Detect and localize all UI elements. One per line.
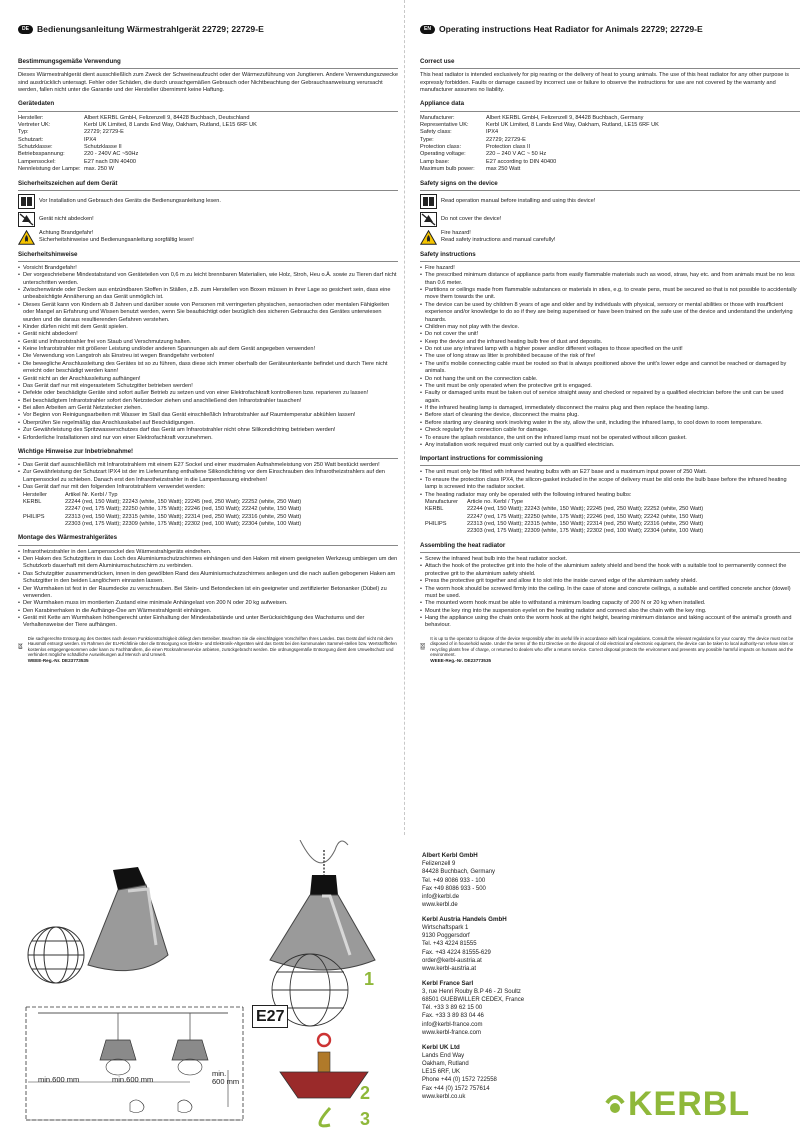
list-item: • Dieses Gerät kann von Kindern ab 8 Jahren und darüber sowie von Personen mit verringerten physischen, sensorischen oder mentalen Fähigkeiten oder Mangel an Erfahrung und Wissen benutzt werden, wenn Sie beaufsichtigt oder bezüglich des sicheren Gebrauchs des Gerätes unterwiesen wurden und die daraus resultierenden Gefahren verstehen. — [18, 302, 398, 324]
address-line: Tel. +49 8086 933 - 100 — [422, 877, 486, 884]
list-item: • The unit must only be fitted with infrared heating bulbs with an E27 base and a maximum input power of 250 Watt. — [420, 469, 800, 476]
list-item: • Die bewegliche Anschlussleitung des Gerätes ist so zu führen, dass diese sich immer oberhalb der Geräteunterkante befindet und durch Tiere nicht erreicht oder beschädigt werden kann! — [18, 361, 398, 376]
commissioning-list — [420, 469, 800, 499]
list-item: • Bei beschädigtem Infrarotstrahler sofort den Netzstecker ziehen und anschließend den Infrarotstrahler tauschen! — [18, 398, 398, 405]
list-item: • Defekte oder beschädigte Geräte sind sofort außer Betrieb zu setzen und von einer Elektrofachkraft kontrollieren bzw. reparieren zu lassen! — [18, 390, 398, 397]
data-key: Lampensockel: — [18, 158, 56, 165]
address-line: Tel. +43 4224 81555 — [422, 941, 477, 948]
list-item: • Hang the appliance using the chain onto the worm hook at the right height, bearing minimum distance and taking account of the animal's growth and behaviour. — [420, 615, 800, 630]
list-item: • Zur Gewährleistung des Spritzwasserschutzes darf das Gerät am Infrarotstrahler nicht ohne Silikondichtring betrieben werden! — [18, 427, 398, 434]
list-item: • The heating radiator may only be operated with the following infrared heating bulbs: — [420, 492, 800, 499]
section-commissioning — [18, 448, 398, 529]
list-item: • Faulty or damaged units must be taken out of service straight away and checked or repaired by a qualified electrician before the unit can be used again. — [420, 390, 800, 405]
data-key: Manufacturer: — [420, 114, 455, 121]
weee-reg-number: WEEE-Reg.-Nr. DE23773535 — [27, 657, 89, 663]
section-title: Sicherheitshinweise — [18, 251, 398, 262]
title-en — [420, 24, 703, 35]
address-line: Lands End Way — [422, 1053, 465, 1060]
data-value: IPX4 — [486, 129, 499, 136]
section-purpose — [18, 58, 398, 94]
data-key: Operating voltage: — [420, 151, 466, 158]
sign-text: Achtung Brandgefahr! Sicherheitshinweise und Bedienungsanleitung sorgfältig lesen! — [39, 229, 194, 244]
data-value: Kerbl UK Limited, 8 Lands End Way, Oakham, Rutland, LE15 6RF UK — [84, 121, 257, 128]
section-safety-instructions — [420, 251, 800, 450]
model-article-line: 22247 (red, 175 Watt); 22250 (white, 175 Watt); 22246 (red, 150 Watt); 22242 (white, 150 Watt) — [467, 513, 704, 520]
list-item: • Zwischenwände oder Decken aus entzündbaren Stoffen in Ställen, z.B. zum Herstellen von Boxen müssen in ihrer Lage so gesichert sein, dass eine unbeabsichtigte Annäherung an das Gerät unmöglich ist. — [18, 287, 398, 302]
list-item: • If the infrared heating lamp is damaged, immediately disconnect the mains plug and then replace the heating lamp. — [420, 405, 800, 412]
address-block — [422, 916, 582, 973]
data-value: Kerbl UK Limited, 8 Lands End Way, Oakham, Rutland, LE15 6RF UK — [486, 121, 659, 128]
data-key: Maximum bulb power: — [420, 166, 475, 173]
data-key: Vertreter UK: — [18, 121, 51, 128]
address-line: Fax. +33 3 89 83 04 46 — [422, 1013, 484, 1020]
section-assembly — [420, 542, 800, 630]
model-article-line: 22303 (red, 175 Watt); 22309 (white, 175 Watt); 22302 (red, 100 Watt); 22304 (white, 100 Watt) — [65, 521, 302, 528]
purpose-text: Dieses Wärmestrahlgerät dient ausschließlich zum Zweck der Schweineaufzucht oder der Wärmezuführung von Jungtieren. Andere Verwendungszwecke sind ausdrücklich untersagt. Fehler oder Schäden, die durch unsachgemäßen Gebrauch oder Nichtbeachtung der Gebrauchsanweisung verursacht werden, fallen nicht unter die Garantie und der Hersteller übernimmt keine Haftung. — [18, 72, 398, 93]
model-article-line: 22313 (red, 150 Watt); 22315 (white, 150 Watt); 22314 (red, 250 Watt); 22316 (white, 250 Watt) — [65, 513, 302, 520]
model-article-line: 22244 (red, 150 Watt); 22243 (white, 150 Watt); 22245 (red, 250 Watt); 22252 (white, 250 Watt) — [467, 506, 704, 513]
distance-label-1: min.600 mm — [38, 1075, 80, 1084]
step-1-label: 1 — [364, 969, 375, 989]
address-line: 9130 Poggersdorf — [422, 933, 470, 940]
data-key: Representative UK: — [420, 121, 469, 128]
models-header-article: Article no. Kerbl / Type — [467, 498, 524, 505]
company-addresses — [422, 852, 582, 1108]
address-line: Oakham, Rutland — [422, 1061, 469, 1068]
commissioning-list — [18, 462, 398, 492]
section-safety-signs — [18, 180, 398, 245]
list-item: • Do not hang the unit on the connection cable. — [420, 376, 800, 383]
section-device-data — [18, 100, 398, 173]
weee-notice — [18, 636, 398, 664]
section-title: Gerätedaten — [18, 100, 398, 111]
section-title: Sicherheitszeichen auf dem Gerät — [18, 180, 398, 191]
model-articles — [65, 514, 398, 529]
read-manual-icon — [420, 194, 437, 209]
sign-text: Vor Installation und Gebrauch des Geräts die Bedienungsanleitung lesen. — [39, 197, 221, 204]
list-item: • Zur Gewährleistung der Schutzart IPX4 ist der im Lieferumfang enthaltene Silikondichtring vor dem Einschrauben des Infrarotheizstrahlers auf den Lampensockel zu schieben. Danach erst den Infrarotheizstrahler in die Lampenfassung eindrehen! — [18, 469, 398, 484]
weee-text: Die sachgerechte Entsorgung des Gerätes nach dessen Funktionstüchtigkeit obliegt dem Betreiber. Beachten Sie die einschlägigen Vorschriften Ihres Landes. Das Gerät darf nicht mit dem Hausmüll entsorgt werden. Im Rahmen der EU-Richtlinie über die Entsorgung von Elektro- und Elektronik-Altgeräten wird das Gerät bei den kommunalen Sammel-stellen bzw. Wertstoffhöfen kostenlos entgegengenommen oder kann zu Fachhändlern, die einen Rücknahmeservice anbieten, zurückgebracht werden. Die ordnungsgemäße Entsorgung dient dem Umweltschutz und verhindert mögliche schädliche Auswirkungen auf Mensch und Umwelt. — [27, 635, 397, 658]
address-line: www.kerbl.co.uk — [422, 1093, 466, 1100]
list-item: • The worm hook should be screwed firmly into the ceiling. In the case of stone and concrete ceilings, a suitable and certified concrete anchor (dowel) must be used. — [420, 586, 800, 601]
safety-list — [420, 265, 800, 449]
safety-sign — [18, 212, 398, 227]
model-article-line: 22247 (red, 175 Watt); 22250 (white, 175 Watt); 22246 (red, 150 Watt); 22242 (white, 150 Watt) — [65, 506, 302, 513]
list-item: • Partitions or ceilings made from flammable substances or materials in sties, e.g. to create pens, must be secured so that is not possible to accidentally move them towards the unit. — [420, 287, 800, 302]
kerbl-swoosh-icon — [605, 1093, 625, 1115]
list-item: • Children may not play with the device. — [420, 324, 800, 331]
list-item: • To ensure the protection class IPX4, the silicon-gasket included in the scope of delivery must be slid onto the bulb base before the infrared heating lamp is screwed into the radiator socket. — [420, 477, 800, 492]
list-item: • The use of long straw as litter is prohibited because of the risk of fire! — [420, 353, 800, 360]
address-line: Phone +44 (0) 1572 722558 — [422, 1077, 497, 1084]
sign-text: Do not cover the device! — [441, 215, 502, 222]
weee-bin-icon — [420, 636, 425, 656]
weee-text: It is up to the operator to dispose of the device responsibly after its useful life in accordance with local regulations. Consult the relevant regulations for your country. The device must not be disposed of in household waste. Under the terms of the EU Directive on the disposal of old electrical and electronic equipment, the device can be taken to local authority-run refuse sites or recycling plants free of charge, or returned to dealers who offer a returns service. Correct disposal protects the environment and prevents any possible harmful impacts on humans and the environment. — [430, 635, 794, 658]
address-line: 84428 Buchbach, Germany — [422, 869, 496, 876]
list-item: • Fire hazard! — [420, 265, 800, 272]
data-key: Safety class: — [420, 129, 452, 136]
section-title: Montage des Wärmestrahlgerätes — [18, 534, 398, 545]
lang-badge-de: DE — [18, 25, 33, 34]
step-3-label: 3 — [360, 1109, 371, 1129]
list-item: • Keep the device and the infrared heating bulb free of dust and deposits. — [420, 339, 800, 346]
list-item: • Das Gerät darf nur mit eingerastetem Schutzgitter betrieben werden! — [18, 383, 398, 390]
weee-text-block — [430, 636, 800, 664]
list-item: • Das Gerät darf nur mit den folgenden Infrarotstrahlern verwendet werden: — [18, 484, 398, 491]
model-articles — [65, 499, 398, 514]
models-header-manufacturer: Manufacturer — [425, 498, 458, 505]
installation-diagram — [26, 1007, 243, 1120]
list-item: • The unit's mobile connecting cable must be routed so that is always positioned above the unit's lower edge and cannot be reached or damaged by animals. — [420, 361, 800, 376]
model-articles — [467, 521, 800, 536]
address-line: 3, rue Henri Rouby B.P 46 - ZI Soultz — [422, 989, 521, 996]
list-item: • Infrarotheizstrahler in den Lampensockel des Wärmestrahlgeräts eindrehen. — [18, 549, 398, 556]
address-line: 68501 GUEBWILLER CEDEX, France — [422, 997, 525, 1004]
fire-hazard-icon — [420, 230, 437, 245]
data-value: E27 according to DIN 40400 — [486, 158, 557, 165]
fire-hazard-icon — [18, 230, 35, 245]
section-title: Important instructions for commissioning — [420, 455, 800, 466]
assembly-list — [18, 549, 398, 630]
list-item: • Gerät mit Kette am Wurmhaken höhengerecht unter Einhaltung der Mindestabstände und unter Berücksichtigung des Wachstums und der Verhaltensweise der Tiere aufhängen. — [18, 615, 398, 630]
list-item: • Keine Infrarotstrahler mit größerer Leistung und/oder anderen Spannungen als auf dem Gerät angegeben verwenden! — [18, 346, 398, 353]
data-value: 22729; 22729-E — [486, 136, 526, 143]
list-item: • Gerät und Infrarotstrahler frei von Staub und Verschmutzung halten. — [18, 339, 398, 346]
data-key: Schutzart: — [18, 136, 44, 143]
sign-text: Gerät nicht abdecken! — [39, 215, 94, 222]
safety-sign — [18, 194, 398, 209]
safety-sign — [420, 194, 800, 209]
weee-notice — [420, 636, 800, 664]
model-manufacturer: PHILIPS — [23, 513, 45, 520]
list-item: • The unit must be only operated when the protective grit is engaged. — [420, 383, 800, 390]
data-value: max. 250 W — [84, 166, 114, 173]
list-item: • Any installation work required must only carried out by a qualified electrician. — [420, 442, 800, 449]
model-article-line: 22303 (red, 175 Watt); 22309 (white, 175 Watt); 22302 (red, 100 Watt); 22304 (white, 100 Watt) — [467, 528, 704, 535]
list-item: • Mount the key ring into the suspension eyelet on the heating radiator and connect also the chain with the key ring. — [420, 608, 800, 615]
lamp-assembly-illustration — [240, 840, 410, 1130]
list-item: • Der Wurmhaken muss im montierten Zustand eine minimale Anhängelast von 200 N oder 20 kg aufweisen. — [18, 600, 398, 607]
address-line: info@kerbl.de — [422, 893, 460, 900]
distance-label-3: min. 600 mm — [212, 1069, 240, 1087]
section-title: Bestimmungsgemäße Verwendung — [18, 58, 398, 69]
e27-label: E27 — [252, 1005, 288, 1028]
model-manufacturer: KERBL — [23, 498, 42, 505]
read-manual-icon — [18, 194, 35, 209]
list-item: • Screw the infrared heat bulb into the heat radiator socket. — [420, 556, 800, 563]
purpose-text: This heat radiator is intended exclusively for pig rearing or the delivery of heat to young animals. The use of this heat radiator for any other purpose is expressly forbidden. Faults or damage caused by incorrect use or failure to observe the instructions for use are not covered by the warranty and manufacturer assumes no liability. — [420, 72, 789, 93]
list-item: • Check regularly the connection cable for damage. — [420, 427, 800, 434]
models-header-manufacturer: Hersteller — [23, 491, 47, 498]
address-line: www.kerbl.de — [422, 901, 458, 908]
data-value: Albert KERBL GmbH, Felizenzell 9, 84428 Buchbach, Germany — [486, 114, 644, 121]
list-item: • Überprüfen Sie regelmäßig das Anschlusskabel auf Beschädigungen. — [18, 420, 398, 427]
address-line: Fax +49 8086 933 - 500 — [422, 885, 486, 892]
data-key: Protection class: — [420, 144, 462, 150]
list-item: • The mounted worm hook must be able to withstand a minimum loading capacity of 200 N or 20 kg when installed. — [420, 600, 800, 607]
section-title: Safety instructions — [420, 251, 800, 262]
device-data-table — [18, 115, 398, 174]
assembly-list — [420, 556, 800, 630]
list-item: • Vorsicht Brandgefahr! — [18, 265, 398, 272]
safety-sign — [420, 212, 800, 227]
address-line: www.kerbl-france.com — [422, 1029, 482, 1036]
data-value: 220 - 240V AC ~50Hz — [84, 151, 139, 158]
section-title: Correct use — [420, 58, 800, 69]
list-item: • Die Verwendung von Langstroh als Einstreu ist wegen Brandgefahr verboten! — [18, 353, 398, 360]
title-de — [18, 24, 264, 35]
data-key: Lamp base: — [420, 158, 450, 165]
section-title: Wichtige Hinweise zur Inbetriebnahme! — [18, 448, 398, 459]
list-item: • Before start of cleaning the device, disconnect the mains plug. — [420, 412, 800, 419]
list-item: • Do not use any infrared lamp with a higher power and/or different voltages to those specified on the unit! — [420, 346, 800, 353]
list-item: • Das Schutzgitter zusammendrücken, innen in den gewölbten Rand des Aluminiumschutzschirmes anliegen und die nach außen gebogenen Haken am Schutzgitter in den beiden Langlöchern einrasten lassen. — [18, 571, 398, 586]
section-title: Assembling the heat radiator — [420, 542, 800, 553]
list-item: • Der vorgeschriebene Mindestabstand von Geräteteilen von 0,6 m zu leicht brennbaren Materialien, wie Holz, Stroh, Heu o.Ä. sowie zu Tieren darf nicht unterschritten werden. — [18, 272, 398, 287]
list-item: • Gerät nicht an der Anschlussleitung aufhängen! — [18, 376, 398, 383]
device-data-table — [420, 115, 800, 174]
section-title: Appliance data — [420, 100, 800, 111]
list-item: • Den Haken des Schutzgitters in das Loch des Aluminiumschutzschirmes einhängen und den Haken mit einem geeigneten Werkzeug umbiegen um den Schutzkorb dauerhaft mit dem Aluminiumschutzschirm zu verbinden. — [18, 556, 398, 571]
address-line: LE15 6RF, UK — [422, 1069, 461, 1076]
section-purpose — [420, 58, 800, 94]
list-item: • Gerät nicht abdecken! — [18, 331, 398, 338]
weee-text-block — [28, 636, 398, 664]
lang-badge-en: EN — [420, 25, 435, 34]
list-item: • Der Wurmhaken ist fest in der Raumdecke zu verschrauben. Bei Stein- und Betondecken ist ein geeigneter und zertifizierter Betonanker (Dübel) zu verwenden. — [18, 586, 398, 601]
step-2-label: 2 — [360, 1083, 371, 1103]
list-item: • Before starting any cleaning work involving water in the sty, allow the unit, including the infrared lamp, to cool down to room temperature. — [420, 420, 800, 427]
list-item: • Do not cover the unit! — [420, 331, 800, 338]
company-name: Kerbl UK Ltd — [422, 1043, 460, 1051]
safety-sign — [18, 230, 398, 245]
address-block — [422, 980, 582, 1037]
page-title-de: Bedienungsanleitung Wärmestrahlgerät 22729; 22729-E — [36, 24, 264, 34]
list-item: • Den Karabinerhaken in die Aufhänge-Öse am Wärmestrahlgerät einhängen. — [18, 608, 398, 615]
data-value: Protection class II — [486, 144, 531, 150]
list-item: • The prescribed minimum distance of appliance parts from easily flammable materials such as wood, straw, hay etc. and from animals must be no less than 0.6 meter. — [420, 272, 800, 287]
data-key: Typ: — [18, 129, 29, 136]
section-title: Safety signs on the device — [420, 180, 800, 191]
address-line: info@kerbl-france.com — [422, 1021, 483, 1028]
address-line: Fax +44 (0) 1572 757614 — [422, 1085, 490, 1092]
list-item: • To ensure the splash resistance, the unit on the infrared lamp must not be operated without silicon gasket. — [420, 435, 800, 442]
distance-label-2: min.600 mm — [112, 1075, 154, 1084]
column-en — [420, 52, 800, 663]
list-item: • Kinder dürfen nicht mit dem Gerät spielen. — [18, 324, 398, 331]
list-item: • Bei allen Arbeiten am Gerät Netzstecker ziehen. — [18, 405, 398, 412]
protective-grid-illustration — [28, 927, 84, 983]
column-de — [18, 52, 398, 663]
list-item: • Press the protective grit together and allow it to slot into the inside curved edge of the aluminium safety shield. — [420, 578, 800, 585]
do-not-cover-icon — [18, 212, 35, 227]
data-key: Nennleistung der Lampe: — [18, 166, 81, 173]
address-line: Fax. +43 4224 81555-629 — [422, 949, 491, 956]
model-article-line: 22313 (red, 150 Watt); 22315 (white, 150 Watt); 22314 (red, 250 Watt); 22316 (white, 250 Watt) — [467, 521, 704, 528]
address-line: www.kerbl-austria.at — [422, 965, 477, 972]
list-item: • Erforderliche Installationen sind nur von einer Elektrofachkraft vorzunehmen. — [18, 435, 398, 442]
logo-text: KERBL — [628, 1085, 751, 1123]
section-device-data — [420, 100, 800, 173]
data-key: Betriebsspannung: — [18, 151, 65, 158]
data-key: Schutzklasse: — [18, 144, 53, 150]
model-article-line: 22244 (red, 150 Watt); 22243 (white, 150 Watt); 22245 (red, 250 Watt); 22252 (white, 250 Watt) — [65, 498, 302, 505]
bulb-models-table — [425, 499, 800, 536]
list-item: • Vor Beginn von Reinigungsarbeiten mit Wasser im Stall das Gerät einschließlich Infrarotstrahler auf Raumtemperatur abkühlen lassen! — [18, 412, 398, 419]
data-key: Type: — [420, 136, 434, 143]
company-name: Albert Kerbl GmbH — [422, 852, 478, 859]
address-line: order@kerbl-austria.at — [422, 957, 482, 964]
data-value: E27 nach DIN 40400 — [84, 158, 136, 165]
list-item: • Das Gerät darf ausschließlich mit Infrarotstrahlern mit einem E27 Sockel und einer maximalen Aufnahmeleistung von 250 Watt bestückt werden! — [18, 462, 398, 469]
page-title-en: Operating instructions Heat Radiator for Animals 22729; 22729-E — [438, 24, 703, 34]
lamp-shade-illustration — [88, 867, 168, 971]
model-manufacturer: KERBL — [425, 506, 444, 513]
kerbl-logo — [605, 1082, 750, 1127]
model-manufacturer: PHILIPS — [425, 521, 447, 528]
safety-list — [18, 265, 398, 442]
sign-text: Read operation manual before installing and using this device! — [441, 197, 596, 204]
section-safety-signs — [420, 180, 800, 245]
models-header-article: Artikel Nr. Kerbl / Typ — [65, 491, 118, 498]
sign-text: Fire hazard! Read safety instructions and manual carefully! — [441, 229, 556, 244]
address-block — [422, 1044, 582, 1101]
list-item: • The device can be used by children 8 years of age and older and by individuals with physical, sensory or mental abilities or those with insufficient experience and/or knowledge to do so if they are being supervised or have been trained on the safe use of the device and understand the underlying hazards. — [420, 302, 800, 324]
address-line: Wirtschaftspark 1 — [422, 925, 469, 932]
address-line: Tél. +33 3 89 62 15 00 — [422, 1005, 483, 1012]
model-articles — [467, 506, 800, 521]
safety-sign — [420, 230, 800, 245]
section-safety-instructions — [18, 251, 398, 442]
data-value: max 250 Watt — [486, 166, 521, 173]
address-line: Felizenzell 9 — [422, 861, 456, 868]
data-value: Albert KERBL GmbH, Felizenzell 9, 84428 Buchbach, Deutschland — [84, 114, 250, 121]
list-item: • Attach the hook of the protective grit into the hole of the aluminium safety shield and bend the hook with a suitable tool to permanently connect the protective grit to the aluminium safety shield. — [420, 563, 800, 578]
data-key: Hersteller: — [18, 114, 44, 121]
data-value: 22729; 22729-E — [84, 129, 124, 136]
section-assembly — [18, 534, 398, 629]
bulb-models-table — [23, 492, 398, 529]
section-commissioning — [420, 455, 800, 536]
weee-bin-icon — [18, 636, 23, 656]
data-value: Schutzklasse II — [84, 144, 122, 150]
column-divider — [404, 0, 405, 835]
data-value: 220 – 240 V AC ~ 50 Hz — [486, 151, 547, 158]
company-name: Kerbl France Sarl — [422, 979, 474, 987]
data-value: IPX4 — [84, 136, 97, 143]
weee-reg-number: WEEE-Reg.-Nr. DE23773535 — [430, 657, 492, 663]
company-name: Kerbl Austria Handels GmbH — [422, 915, 507, 923]
do-not-cover-icon — [420, 212, 437, 227]
address-block — [422, 852, 582, 909]
